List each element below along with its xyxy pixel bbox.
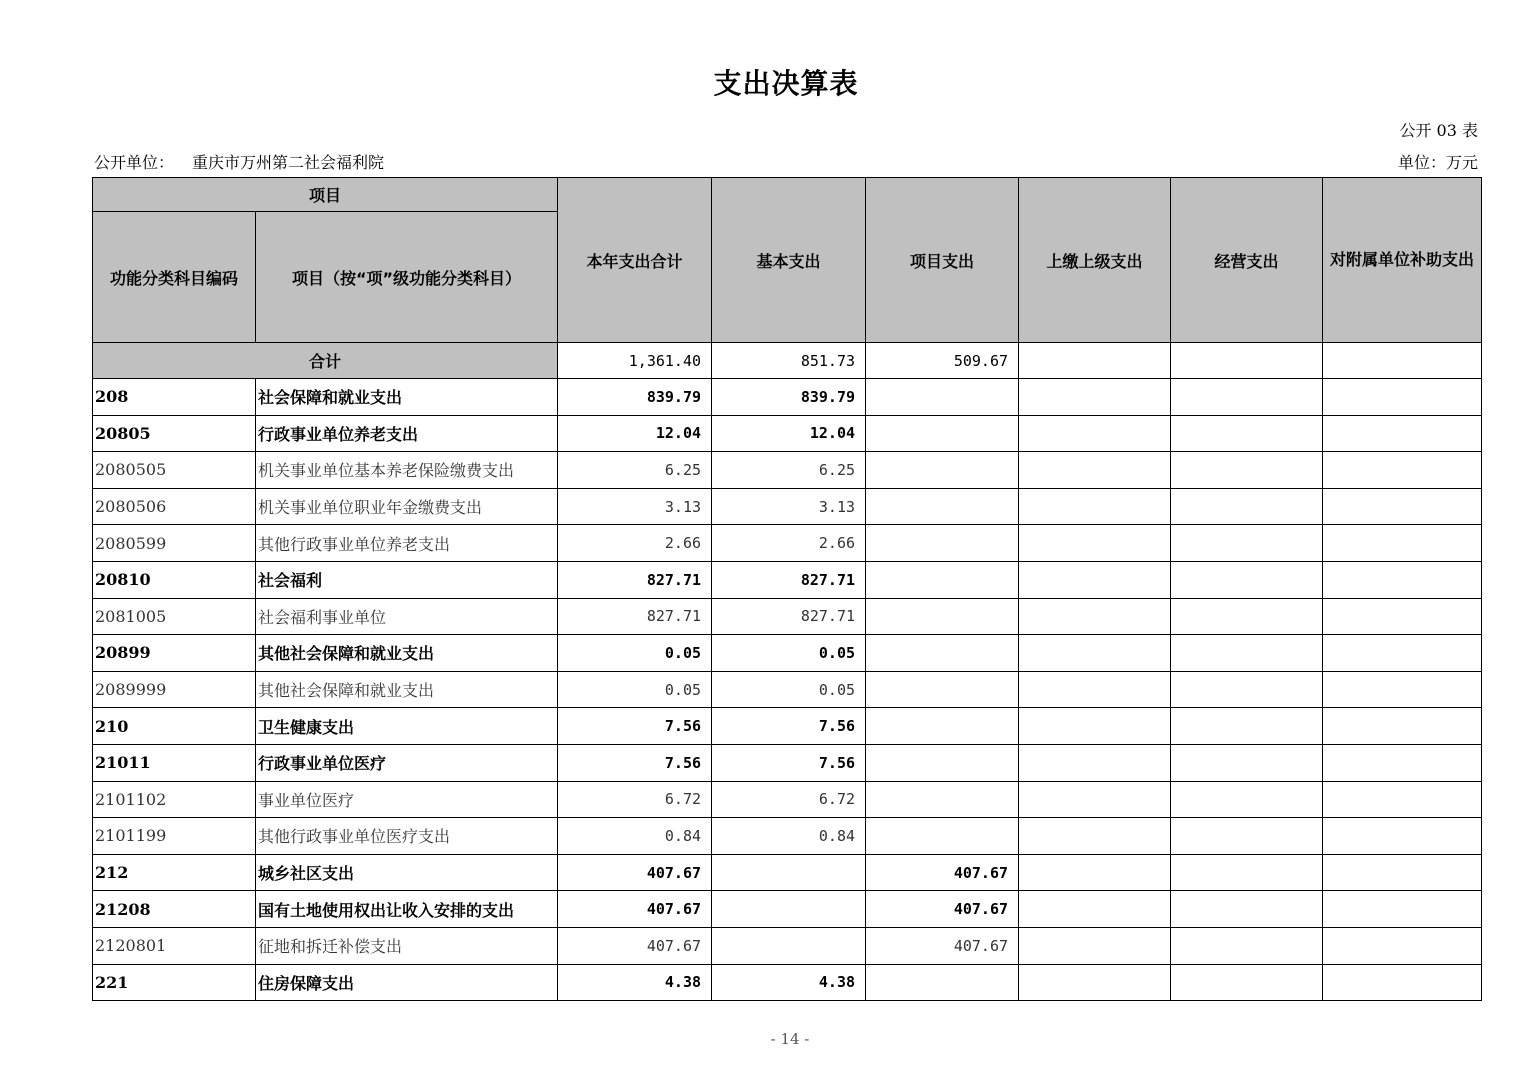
cell-name: 行政事业单位养老支出 xyxy=(256,415,558,452)
unit-name: 重庆市万州第二社会福利院 xyxy=(192,153,385,172)
cell-operating xyxy=(1171,964,1323,1001)
cell-code: 20899 xyxy=(93,635,256,672)
cell-basic: 7.56 xyxy=(712,744,866,781)
cell-code: 212 xyxy=(93,854,256,891)
cell-name: 社会保障和就业支出 xyxy=(256,379,558,416)
cell-project xyxy=(866,525,1019,562)
header-name: 项目（按“项”级功能分类科目） xyxy=(256,212,558,343)
cell-name: 事业单位医疗 xyxy=(256,781,558,818)
money-unit: 单位：万元 xyxy=(1397,153,1478,172)
table-row xyxy=(93,891,1482,928)
cell-basic xyxy=(712,854,866,891)
cell-name: 其他行政事业单位养老支出 xyxy=(256,525,558,562)
table-row xyxy=(93,744,1482,781)
cell-basic xyxy=(712,927,866,964)
cell-upper xyxy=(1019,598,1171,635)
cell-project xyxy=(866,671,1019,708)
cell-operating xyxy=(1171,818,1323,855)
header-operating: 经营支出 xyxy=(1171,178,1323,343)
cell-operating xyxy=(1171,488,1323,525)
cell-total: 6.25 xyxy=(558,452,712,489)
cell-upper xyxy=(1019,854,1171,891)
cell-code: 21011 xyxy=(93,744,256,781)
cell-name: 社会福利 xyxy=(256,561,558,598)
cell-basic: 6.25 xyxy=(712,452,866,489)
cell-code: 2080599 xyxy=(93,525,256,562)
cell-project xyxy=(866,598,1019,635)
cell-subsidy xyxy=(1323,964,1482,1001)
table-row xyxy=(93,379,1482,416)
cell-subsidy xyxy=(1323,854,1482,891)
cell-name: 住房保障支出 xyxy=(256,964,558,1001)
cell-code: 2080506 xyxy=(93,488,256,525)
cell-upper xyxy=(1019,891,1171,928)
cell-name: 其他社会保障和就业支出 xyxy=(256,671,558,708)
cell-name: 其他行政事业单位医疗支出 xyxy=(256,818,558,855)
header-code: 功能分类科目编码 xyxy=(93,212,256,343)
cell-project xyxy=(866,561,1019,598)
total-project: 509.67 xyxy=(866,343,1019,379)
cell-total: 6.72 xyxy=(558,781,712,818)
table-row xyxy=(93,671,1482,708)
cell-operating xyxy=(1171,598,1323,635)
cell-code: 2101199 xyxy=(93,818,256,855)
cell-subsidy xyxy=(1323,525,1482,562)
total-row xyxy=(93,343,1482,379)
cell-basic: 839.79 xyxy=(712,379,866,416)
cell-upper xyxy=(1019,744,1171,781)
cell-operating xyxy=(1171,891,1323,928)
page-number: - 14 - xyxy=(770,1030,810,1048)
cell-basic: 2.66 xyxy=(712,525,866,562)
cell-upper xyxy=(1019,488,1171,525)
table-row xyxy=(93,415,1482,452)
cell-basic: 12.04 xyxy=(712,415,866,452)
unit-label: 公开单位： xyxy=(94,153,175,172)
cell-project xyxy=(866,781,1019,818)
cell-total: 407.67 xyxy=(558,854,712,891)
cell-subsidy xyxy=(1323,561,1482,598)
cell-total: 7.56 xyxy=(558,744,712,781)
cell-operating xyxy=(1171,671,1323,708)
cell-basic: 3.13 xyxy=(712,488,866,525)
total-subsidy xyxy=(1323,343,1482,379)
cell-basic: 6.72 xyxy=(712,781,866,818)
cell-code: 210 xyxy=(93,708,256,745)
cell-upper xyxy=(1019,415,1171,452)
cell-basic: 827.71 xyxy=(712,561,866,598)
cell-total: 407.67 xyxy=(558,891,712,928)
header-subsidy: 对附属单位补助支出 xyxy=(1323,178,1482,343)
cell-code: 20805 xyxy=(93,415,256,452)
cell-code: 2081005 xyxy=(93,598,256,635)
cell-operating xyxy=(1171,525,1323,562)
cell-code: 2089999 xyxy=(93,671,256,708)
table-row xyxy=(93,635,1482,672)
total-operating xyxy=(1171,343,1323,379)
cell-subsidy xyxy=(1323,379,1482,416)
cell-basic: 0.05 xyxy=(712,671,866,708)
expenditure-table xyxy=(92,177,1482,1001)
cell-operating xyxy=(1171,708,1323,745)
cell-project xyxy=(866,964,1019,1001)
cell-upper xyxy=(1019,561,1171,598)
cell-project xyxy=(866,415,1019,452)
cell-total: 839.79 xyxy=(558,379,712,416)
cell-upper xyxy=(1019,781,1171,818)
cell-name: 国有土地使用权出让收入安排的支出 xyxy=(256,891,558,928)
cell-project xyxy=(866,635,1019,672)
cell-code: 208 xyxy=(93,379,256,416)
cell-name: 机关事业单位职业年金缴费支出 xyxy=(256,488,558,525)
header-total: 本年支出合计 xyxy=(558,178,712,343)
total-upper xyxy=(1019,343,1171,379)
cell-code: 2080505 xyxy=(93,452,256,489)
cell-subsidy xyxy=(1323,891,1482,928)
cell-total: 407.67 xyxy=(558,927,712,964)
table-row xyxy=(93,708,1482,745)
cell-total: 7.56 xyxy=(558,708,712,745)
table-row xyxy=(93,525,1482,562)
cell-code: 2101102 xyxy=(93,781,256,818)
cell-operating xyxy=(1171,854,1323,891)
cell-operating xyxy=(1171,781,1323,818)
cell-name: 其他社会保障和就业支出 xyxy=(256,635,558,672)
table-row xyxy=(93,452,1482,489)
cell-operating xyxy=(1171,927,1323,964)
cell-project xyxy=(866,744,1019,781)
cell-project xyxy=(866,379,1019,416)
cell-code: 20810 xyxy=(93,561,256,598)
cell-subsidy xyxy=(1323,708,1482,745)
cell-subsidy xyxy=(1323,415,1482,452)
header-project: 项目 xyxy=(93,178,558,212)
cell-basic xyxy=(712,891,866,928)
reporting-unit xyxy=(94,150,384,173)
total-total: 1,361.40 xyxy=(558,343,712,379)
cell-subsidy xyxy=(1323,744,1482,781)
cell-project xyxy=(866,488,1019,525)
cell-subsidy xyxy=(1323,781,1482,818)
cell-basic: 827.71 xyxy=(712,598,866,635)
table-row xyxy=(93,781,1482,818)
cell-name: 城乡社区支出 xyxy=(256,854,558,891)
cell-code: 2120801 xyxy=(93,927,256,964)
cell-total: 3.13 xyxy=(558,488,712,525)
cell-total: 0.05 xyxy=(558,635,712,672)
cell-total: 12.04 xyxy=(558,415,712,452)
cell-subsidy xyxy=(1323,598,1482,635)
cell-total: 0.84 xyxy=(558,818,712,855)
table-row xyxy=(93,598,1482,635)
cell-project: 407.67 xyxy=(866,854,1019,891)
table-row xyxy=(93,561,1482,598)
cell-basic: 4.38 xyxy=(712,964,866,1001)
cell-name: 机关事业单位基本养老保险缴费支出 xyxy=(256,452,558,489)
cell-operating xyxy=(1171,635,1323,672)
cell-project xyxy=(866,452,1019,489)
cell-basic: 0.05 xyxy=(712,635,866,672)
cell-name: 卫生健康支出 xyxy=(256,708,558,745)
cell-name: 征地和拆迁补偿支出 xyxy=(256,927,558,964)
form-number: 公开 03 表 xyxy=(1399,121,1478,140)
cell-project: 407.67 xyxy=(866,891,1019,928)
cell-operating xyxy=(1171,415,1323,452)
table-row xyxy=(93,964,1482,1001)
cell-operating xyxy=(1171,744,1323,781)
cell-subsidy xyxy=(1323,635,1482,672)
cell-total: 2.66 xyxy=(558,525,712,562)
table-row xyxy=(93,818,1482,855)
table-row xyxy=(93,854,1482,891)
cell-upper xyxy=(1019,635,1171,672)
cell-total: 4.38 xyxy=(558,964,712,1001)
cell-subsidy xyxy=(1323,818,1482,855)
cell-upper xyxy=(1019,671,1171,708)
total-basic: 851.73 xyxy=(712,343,866,379)
cell-project: 407.67 xyxy=(866,927,1019,964)
cell-upper xyxy=(1019,525,1171,562)
cell-project xyxy=(866,708,1019,745)
cell-operating xyxy=(1171,561,1323,598)
cell-name: 社会福利事业单位 xyxy=(256,598,558,635)
cell-upper xyxy=(1019,818,1171,855)
cell-operating xyxy=(1171,379,1323,416)
header-basic: 基本支出 xyxy=(712,178,866,343)
cell-total: 0.05 xyxy=(558,671,712,708)
cell-subsidy xyxy=(1323,671,1482,708)
cell-operating xyxy=(1171,452,1323,489)
cell-name: 行政事业单位医疗 xyxy=(256,744,558,781)
table-row xyxy=(93,488,1482,525)
cell-code: 221 xyxy=(93,964,256,1001)
cell-project xyxy=(866,818,1019,855)
table-row xyxy=(93,927,1482,964)
cell-upper xyxy=(1019,452,1171,489)
cell-subsidy xyxy=(1323,488,1482,525)
cell-upper xyxy=(1019,964,1171,1001)
header-upper-level: 上缴上级支出 xyxy=(1019,178,1171,343)
cell-subsidy xyxy=(1323,927,1482,964)
cell-total: 827.71 xyxy=(558,561,712,598)
cell-code: 21208 xyxy=(93,891,256,928)
cell-basic: 7.56 xyxy=(712,708,866,745)
cell-basic: 0.84 xyxy=(712,818,866,855)
cell-upper xyxy=(1019,708,1171,745)
cell-total: 827.71 xyxy=(558,598,712,635)
cell-subsidy xyxy=(1323,452,1482,489)
total-label: 合计 xyxy=(93,343,558,379)
page-title: 支出决算表 xyxy=(713,67,859,100)
cell-upper xyxy=(1019,927,1171,964)
header-project-expenditure: 项目支出 xyxy=(866,178,1019,343)
cell-upper xyxy=(1019,379,1171,416)
